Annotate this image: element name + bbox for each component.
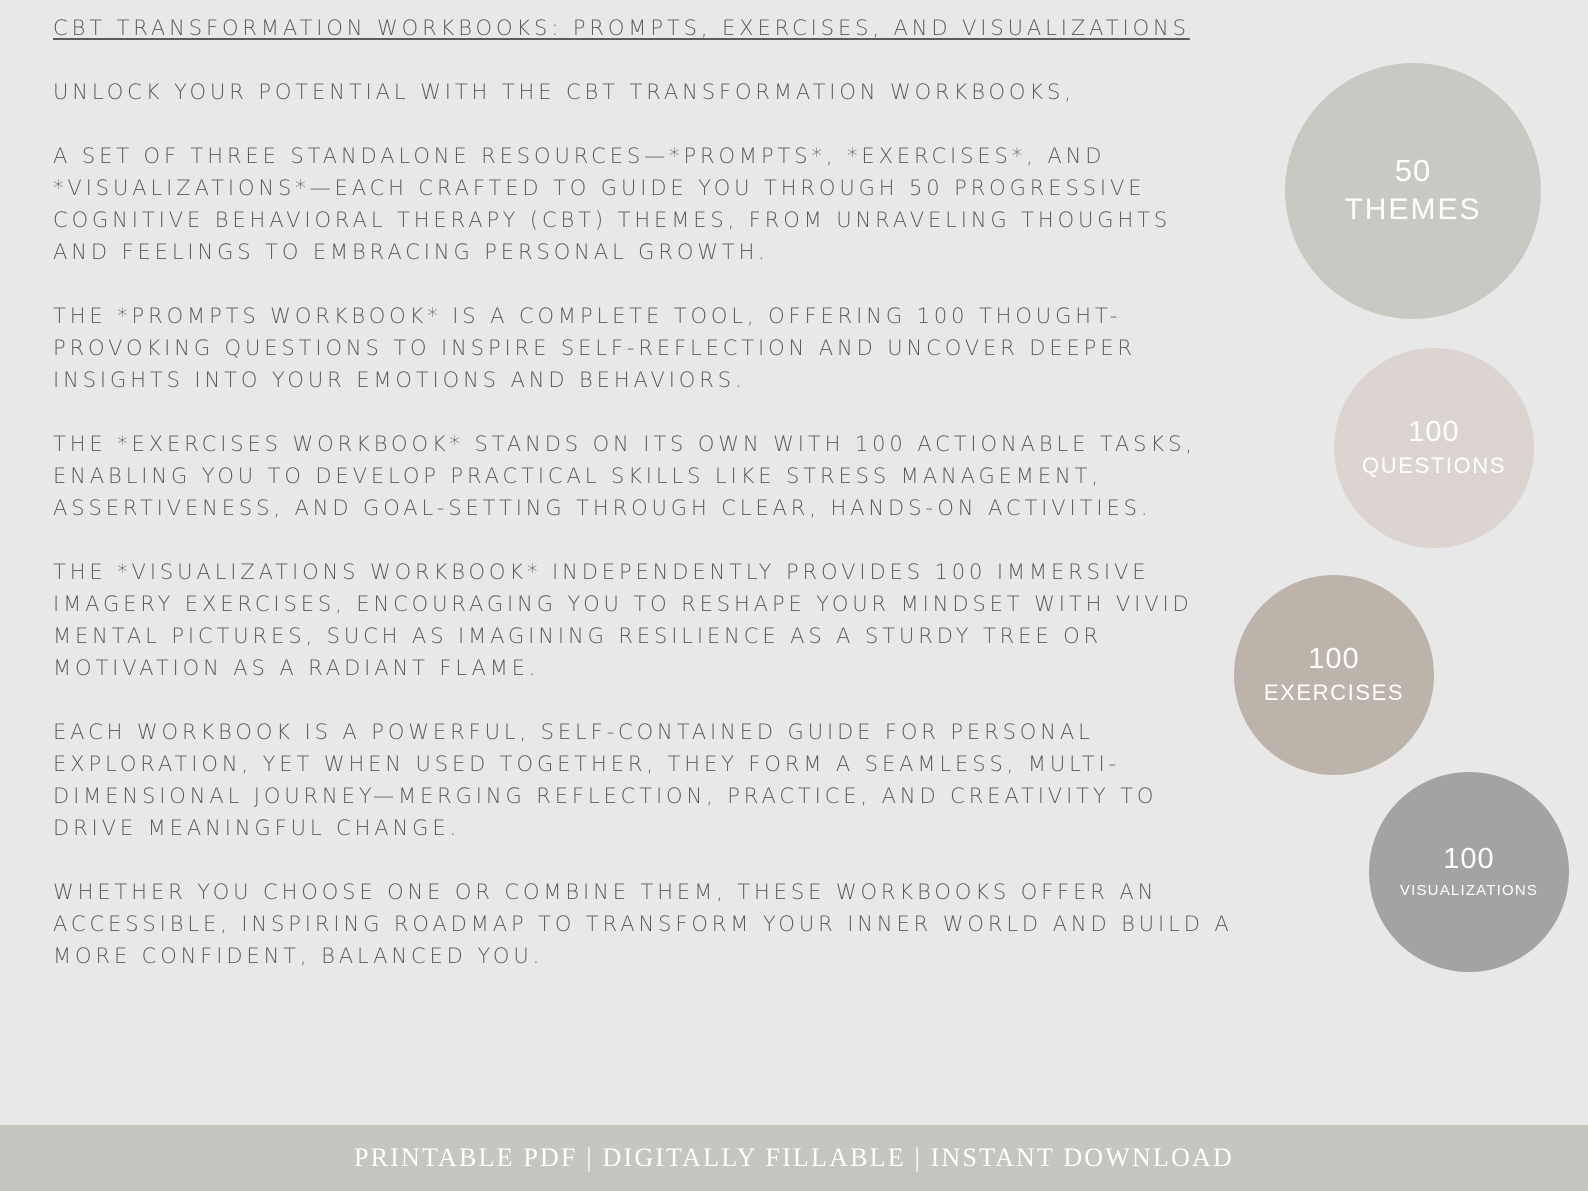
questions-stat-circle (1334, 348, 1534, 548)
visualizations-count: 100 (1443, 843, 1495, 876)
questions-count: 100 (1408, 415, 1460, 448)
main-text-column (53, 12, 1233, 1004)
themes-label: THEMES (1344, 193, 1482, 227)
footer-banner (0, 1125, 1588, 1191)
visualizations-stat-circle (1369, 772, 1569, 972)
exercises-stat-circle (1234, 575, 1434, 775)
visualizations-label: VISUALIZATIONS (1399, 881, 1539, 899)
exercises-count: 100 (1308, 642, 1360, 675)
exercises-paragraph: THE *EXERCISES WORKBOOK* STANDS ON ITS OWN WITH 100 ACTIONABLE TASKS, ENABLING YOU TO DEVELOP PRACTICAL SKILLS LIKE STRESS MANAGEMENT, ASSERTIVENESS, AND GOAL-SETTING THROUGH CLEAR, HANDS-ON ACTIVITIES. (53, 432, 1196, 520)
visualizations-paragraph: THE *VISUALIZATIONS WORKBOOK* INDEPENDENTLY PROVIDES 100 IMMERSIVE IMAGERY EXERCISES, ENCOURAGING YOU TO RESHAPE YOUR MINDSET WITH VIVID MENTAL PICTURES, SUCH AS IMAGINING RESILIENCE AS A STURDY TREE OR MOTIVATION AS A RADIANT FLAME. (53, 560, 1193, 680)
themes-stat-circle (1285, 63, 1541, 319)
combined-paragraph: EACH WORKBOOK IS A POWERFUL, SELF-CONTAINED GUIDE FOR PERSONAL EXPLORATION, YET WHEN USED TOGETHER, THEY FORM A SEAMLESS, MULTI-DIMENSIONAL JOURNEY—MERGING REFLECTION, PRACTICE, AND CREATIVITY TO DRIVE MEANINGFUL CHANGE. (53, 720, 1158, 840)
footer-text: PRINTABLE PDF | DIGITALLY FILLABLE | INSTANT DOWNLOAD (353, 1143, 1235, 1172)
questions-label: QUESTIONS (1362, 452, 1506, 478)
intro-paragraph: UNLOCK YOUR POTENTIAL WITH THE CBT TRANSFORMATION WORKBOOKS, (53, 80, 1075, 104)
exercises-label: EXERCISES (1263, 679, 1405, 705)
closing-paragraph: WHETHER YOU CHOOSE ONE OR COMBINE THEM, THESE WORKBOOKS OFFER AN ACCESSIBLE, INSPIRING ROADMAP TO TRANSFORM YOUR INNER WORLD AND BUILD A MORE CONFIDENT, BALANCED YOU. (53, 880, 1233, 968)
resources-paragraph: A SET OF THREE STANDALONE RESOURCES—*PROMPTS*, *EXERCISES*, AND *VISUALIZATIONS*—EACH CRAFTED TO GUIDE YOU THROUGH 50 PROGRESSIVE COGNITIVE BEHAVIORAL THERAPY (CBT) THEMES, FROM UNRAVELING THOUGHTS AND FEELINGS TO EMBRACING PERSONAL GROWTH. (53, 144, 1172, 264)
page-title: CBT TRANSFORMATION WORKBOOKS: PROMPTS, EXERCISES, AND VISUALIZATIONS (53, 16, 1190, 40)
prompts-paragraph: THE *PROMPTS WORKBOOK* IS A COMPLETE TOOL, OFFERING 100 THOUGHT-PROVOKING QUESTIONS TO INSPIRE SELF-REFLECTION AND UNCOVER DEEPER INSIGHTS INTO YOUR EMOTIONS AND BEHAVIORS. (53, 304, 1136, 392)
themes-count: 50 (1394, 152, 1432, 188)
